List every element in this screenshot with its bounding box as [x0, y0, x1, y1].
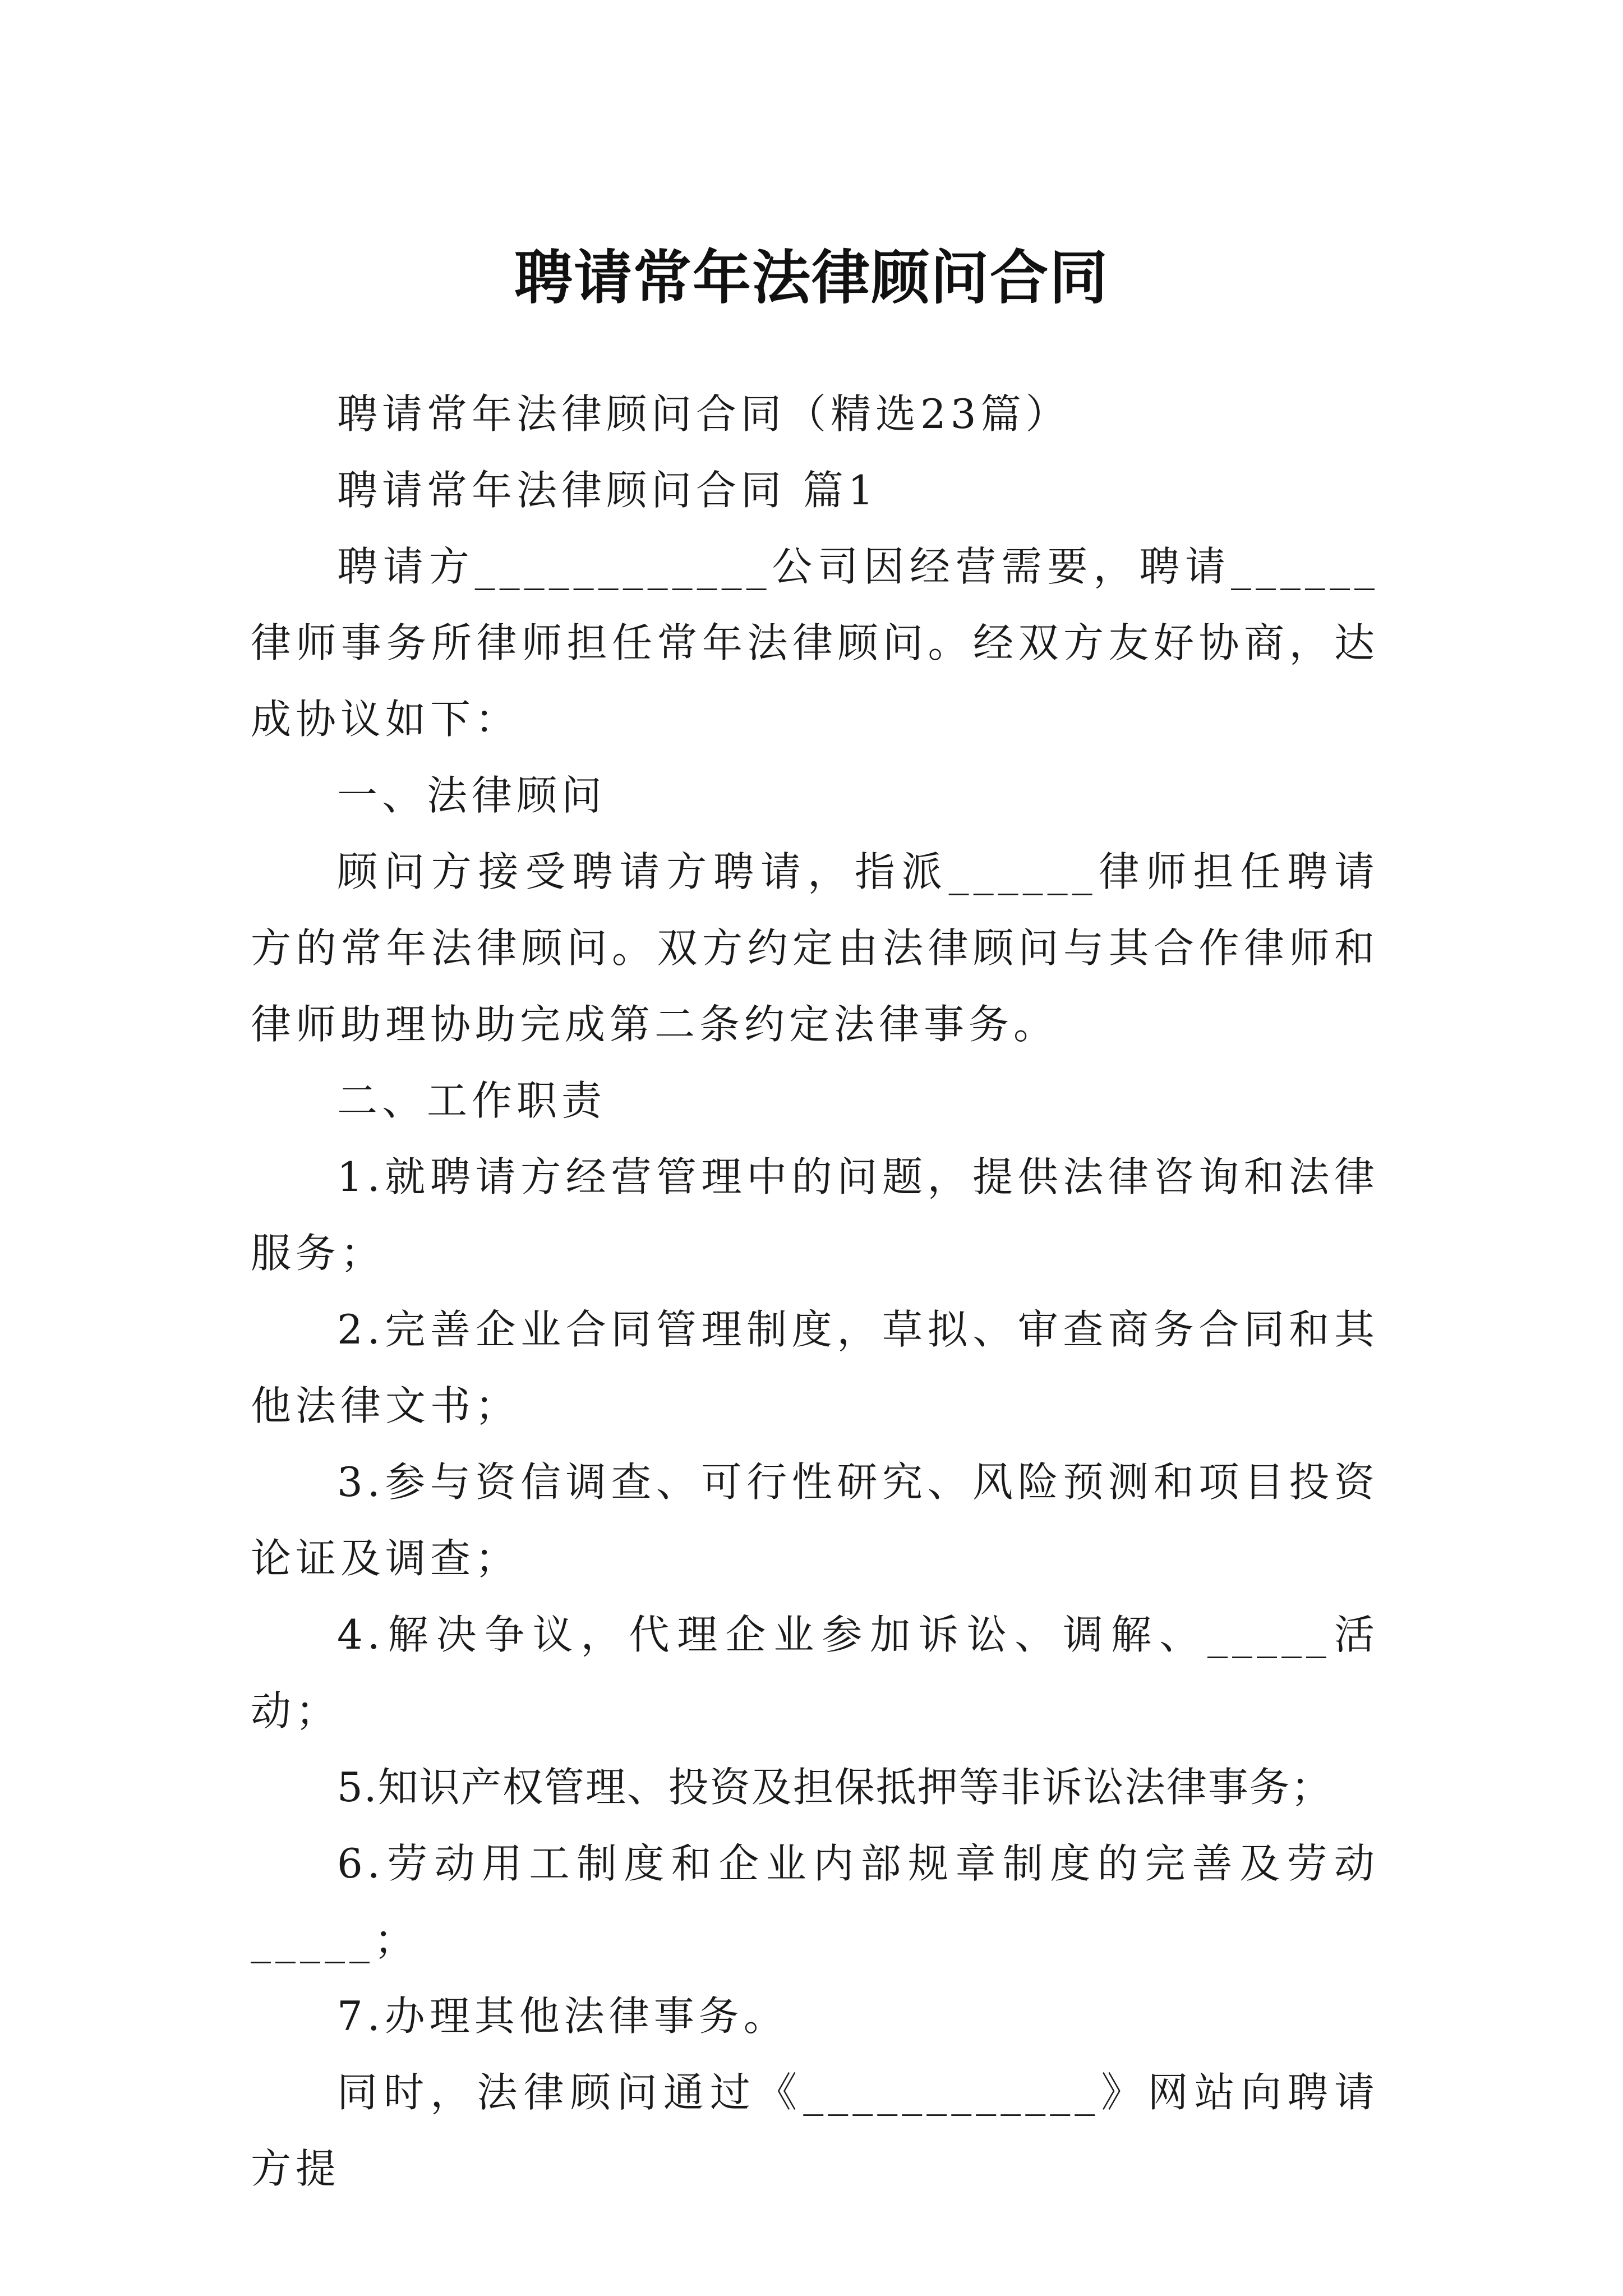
paragraph-preamble: 聘请方____________公司因经营需要，聘请______律师事务所律师担任常年法律顾问。经双方友好协商，达成协议如下：: [251, 543, 1379, 743]
section-heading-legal-counsel: 一、法律顾问: [337, 772, 607, 819]
duty-item-7: 7.办理其他法律事务。: [337, 1993, 789, 2040]
paragraph-counsel-assignment: 顾问方接受聘请方聘请，指派______律师担任聘请方的常年法律顾问。双方约定由法律顾问与其合作律师和律师助理协助完成第二条约定法律事务。: [251, 848, 1379, 1048]
section-heading-duties: 二、工作职责: [337, 1077, 607, 1124]
duty-item-4: 4.解决争议，代理企业参加诉讼、调解、_____活动；: [251, 1611, 1379, 1734]
paragraph-article-heading: 聘请常年法律顾问合同 篇1: [337, 467, 878, 514]
duty-item-5: 5.知识产权管理、投资及担保抵押等非诉讼法律事务；: [337, 1764, 1332, 1811]
paragraph-website-service: 同时，法律顾问通过《____________》网站向聘请方提: [251, 2069, 1379, 2192]
document-body: [251, 376, 1379, 2207]
paragraph-collection-title: 聘请常年法律顾问合同（精选23篇）: [337, 390, 1071, 438]
duty-item-1: 1.就聘请方经营管理中的问题，提供法律咨询和法律服务；: [251, 1153, 1379, 1277]
duty-item-3: 3.参与资信调查、可行性研究、风险预测和项目投资论证及调查；: [251, 1458, 1379, 1582]
document-title: 聘请常年法律顾问合同: [514, 243, 1109, 312]
duty-item-2: 2.完善企业合同管理制度，草拟、审查商务合同和其他法律文书；: [251, 1306, 1379, 1429]
duty-item-6: 6.劳动用工制度和企业内部规章制度的完善及劳动_____；: [251, 1840, 1379, 1963]
